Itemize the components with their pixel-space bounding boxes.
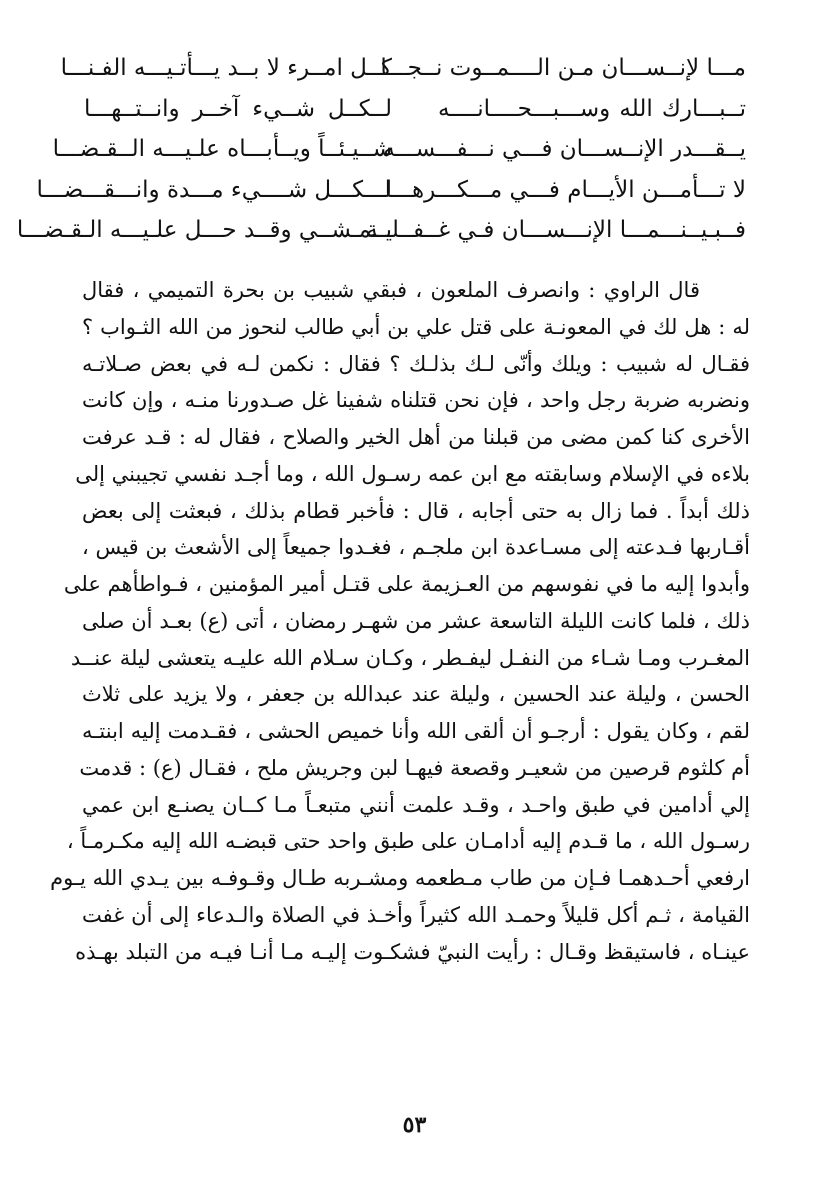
verse-row (36, 170, 746, 211)
prose-line: المغـرب ومـا شـاء من النفـل ليفـطر ، وكـان سـلام الله عليـه يتعشى ليلة عنــد (70, 645, 750, 670)
prose-line: القيامة ، ثـم أكل قليلاً وحمـد الله كثيراً وأخـذ في الصلاة والـدعاء إلى أن غفت (82, 902, 750, 927)
prose-line: الأخرى كنا كمن مضى من قبلنا من أهل الخير والصلاح ، فقال له : قـد عرفت (82, 425, 750, 449)
verse-second-hemistich: لـــكـــل شــــيء مـــدة وانـــقـــضـــا (36, 176, 392, 203)
verse-row (52, 129, 746, 170)
verse-second-hemistich: لــكــل شــيء آخــر وانــتــهـــا (84, 95, 392, 122)
prose-line: رسـول الله ، ما قـدم إليه أدامـان على طبق واحد حتى قبضـه الله إليه مكـرمـاً ، (66, 829, 750, 854)
verse-second-hemistich: كــل امــرء لا بــد يـــأتـيـــه الفـنـــا (60, 55, 392, 82)
prose-line: أقـاربها فـدعته إلى مسـاعدة ابن ملجـم ، فغـدوا جميعاً إلى الأشعث بن قيس ، (82, 535, 750, 560)
prose-line: ذلك ، فلما كانت الليلة التاسعة عشر من شهـر رمضان ، أتى (ع) بعـد أن صلى (82, 608, 750, 633)
prose-paragraph (50, 272, 750, 970)
verse-first-hemistich: لا تـــأمـــن الأيـــام فـــي مـــكـــرهـــا (384, 176, 746, 203)
verse-row (84, 89, 746, 130)
prose-line: ذلك أبداً . فما زال به حتى أجابه ، قال : فأخبر قطام بذلك ، فبعثت إلى بعض (82, 498, 750, 523)
prose-line: إلي أدامين في طبق واحـد ، وقـد علمت أنني متبعـاً مـا كــان يصنـع ابن عمي (82, 792, 750, 817)
verse-row (60, 48, 746, 89)
prose-line: لقم ، وكان يقول : أرجـو أن ألقى الله وأنا خميص الحشى ، فقـدمت إليه ابنتـه (82, 719, 750, 743)
prose-line: وأبدوا إليه ما في نفوسهم من العـزيمة على قتـل أمير المؤمنين ، فـواطأهم على (63, 572, 750, 596)
verse-first-hemistich: يــقـــدر الإنــســـان فـــي نـــفـــســـه (383, 136, 746, 163)
prose-line: ونضربه ضربة رجل واحد ، فإن نحن قتلناه شفينا غل صـدورنا منـه ، وإن كانت (82, 388, 750, 413)
prose-line: بلاءه في الإسلام وسابقته مع ابن عمه رسـول الله ، وما أجـد نفسي تجيبني إلى (75, 461, 750, 486)
poem (16, 48, 746, 251)
verse-second-hemistich: شــيـئــاً ويــأبـــاه علـيـــه الــقـضـــا (52, 136, 392, 163)
verse-second-hemistich: يــمـشــي وقــد حـــل علـيـــه الـقـضـــا (16, 217, 392, 244)
verse-row (16, 210, 746, 251)
prose-line: عينـاه ، فاستيقظ وقـال : رأيت النبيّ فشكـوت إليـه مـا أنـا فيـه من التبلد بهـذه (75, 939, 750, 964)
prose-line: الحسن ، وليلة عند الحسين ، وليلة عند عبدالله بن جعفر ، ولا يزيد على ثلاث (82, 682, 750, 707)
prose-line: ارفعي أحـدهمـا فـإن من طاب مـطعمه ومشـربه طـال وقـوفـه بين يـدي الله يـوم (50, 866, 750, 890)
page-number: ٥٣ (402, 1112, 427, 1138)
verse-first-hemistich: فــبـيــنـــمـــا الإنـــســـان فـي غــفــلــة (366, 217, 746, 244)
prose-line: أم كلثوم قرصين من شعيـر وقصعة فيهـا لبن وجريش ملح ، فقـال (ع) : قدمت (79, 755, 750, 780)
prose-line: قال الراوي : وانصرف الملعون ، فبقي شبيب بن بحرة التميمي ، فقال (82, 278, 700, 302)
prose-line: له : هل لك في المعونـة على قتل علي بن أبي طالب لنحوز من الله الثـواب ؟ (82, 314, 750, 339)
prose-line: فقـال له شبيب : ويلك وأنّى لـك بذلـك ؟ فقال : نكمن لـه في بعض صـلاتـه (82, 351, 750, 376)
verse-first-hemistich: مـــا لإنــســـان مـن الــــمــوت نــجـــا (380, 55, 746, 82)
verse-first-hemistich: تــبـــارك الله وســـبـــحــــانــــه (438, 95, 746, 122)
